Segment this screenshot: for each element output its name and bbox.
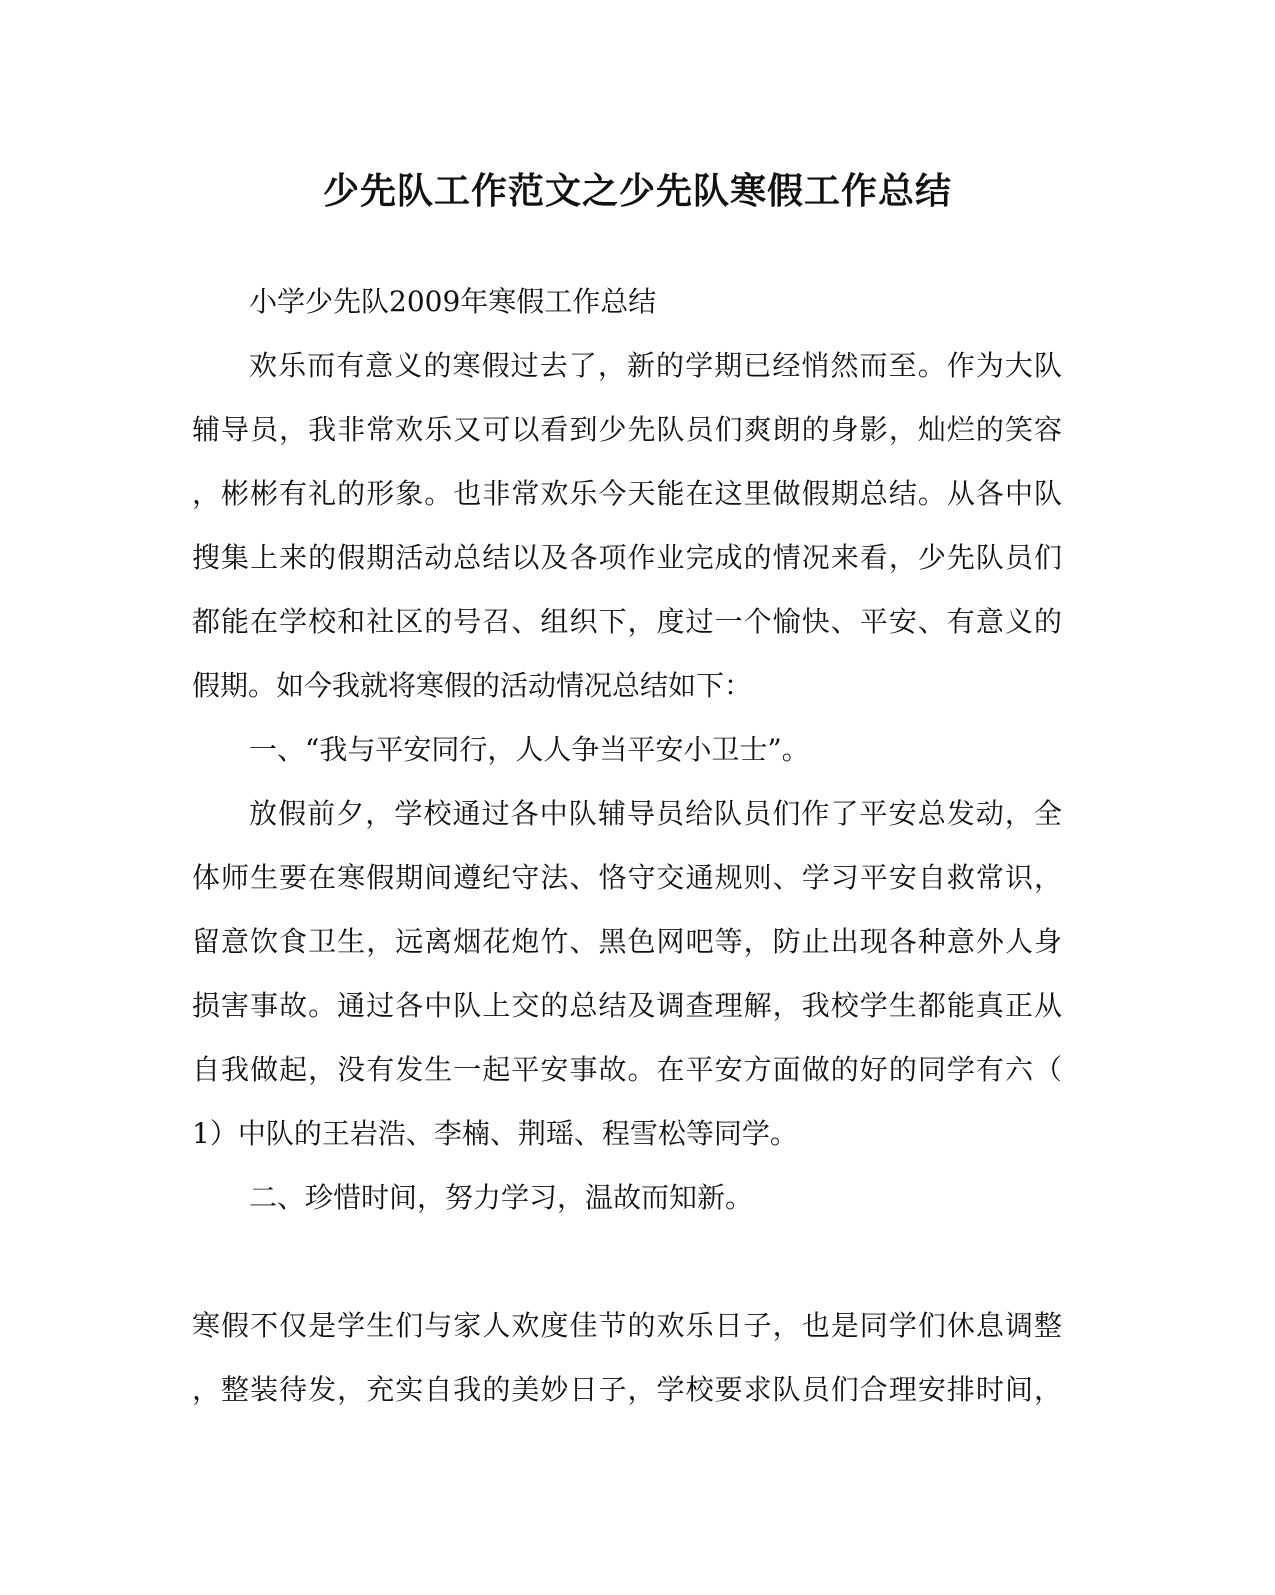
body-line: 寒假不仅是学生们与家人欢度佳节的欢乐日子，也是同学们休息调整 [192, 1309, 1062, 1342]
body-line: 放假前夕，学校通过各中队辅导员给队员们作了平安总发动，全 [249, 797, 1062, 830]
body-line: 假期。如今我就将寒假的活动情况总结如下： [192, 669, 753, 702]
body-line: 辅导员，我非常欢乐又可以看到少先队员们爽朗的身影，灿烂的笑容 [192, 413, 1062, 446]
body-line: 欢乐而有意义的寒假过去了，新的学期已经悄然而至。作为大队 [249, 349, 1062, 382]
body-line: 搜集上来的假期活动总结以及各项作业完成的情况来看，少先队员们 [192, 541, 1062, 574]
body-line: ，彬彬有礼的形象。也非常欢乐今天能在这里做假期总结。从各中队 [192, 477, 1062, 510]
section-heading-1: 一、“我与平安同行，人人争当平安小卫士”。 [249, 733, 810, 766]
section-heading-2: 二、珍惜时间，努力学习，温故而知新。 [249, 1181, 754, 1214]
body-line: 自我做起，没有发生一起平安事故。在平安方面做的好的同学有六（ [192, 1053, 1062, 1086]
body-line: 体师生要在寒假期间遵纪守法、恪守交通规则、学习平安自救常识， [192, 861, 1062, 894]
document-title: 少先队工作范文之少先队寒假工作总结 [322, 171, 952, 212]
body-line: 留意饮食卫生，远离烟花炮竹、黑色网吧等，防止出现各种意外人身 [192, 925, 1062, 958]
body-line: 1）中队的王岩浩、李楠、荆瑶、程雪松等同学。 [192, 1117, 798, 1150]
subtitle-line: 小学少先队2009年寒假工作总结 [249, 285, 657, 318]
body-line: 损害事故。通过各中队上交的总结及调查理解，我校学生都能真正从 [192, 989, 1062, 1022]
body-line: 都能在学校和社区的号召、组织下，度过一个愉快、平安、有意义的 [192, 605, 1062, 638]
body-line: ，整装待发，充实自我的美妙日子，学校要求队员们合理安排时间， [192, 1373, 1062, 1406]
